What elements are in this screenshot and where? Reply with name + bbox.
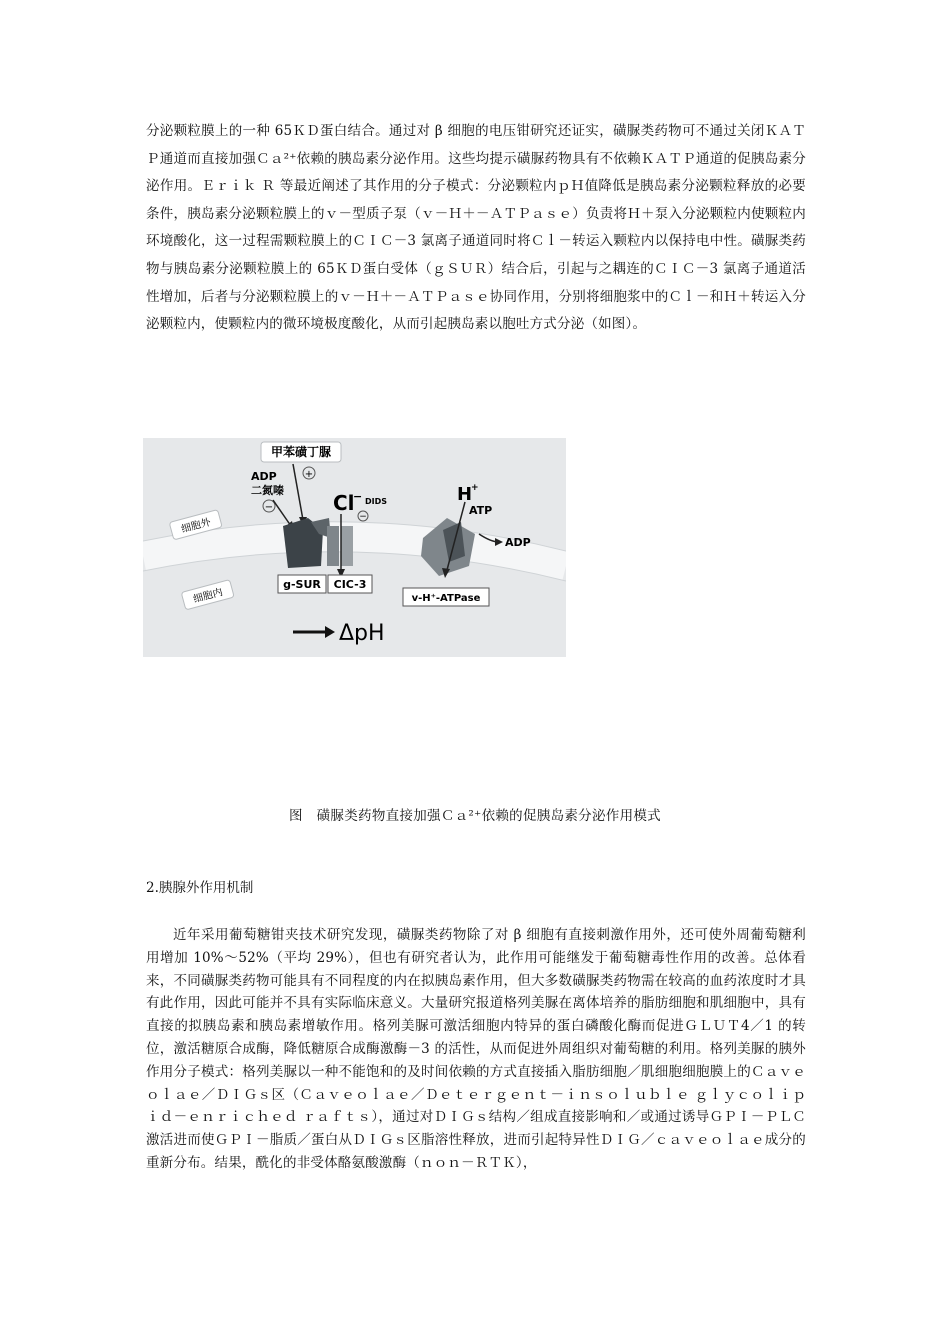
dids-label: DIDS: [365, 497, 388, 506]
plus-sign: +: [304, 469, 314, 480]
body-paragraph-2: 近年采用葡萄糖钳夹技术研究发现，磺脲类药物除了对 β 细胞有直接刺激作用外，还可使外周葡萄糖利用增加 10%～52%（平均 29%），但也有研究者认为，此作用可能继发于葡萄糖毒性作用的改善。总体看来，不同磺脲类药物可能具有不同程度的内在拟胰岛素作用，但大多数磺脲类药物需在较高的血药浓度时才具有此作用，因此可能并不具有实际临床意义。大量研究报道格列美脲在离体培养的脂肪细胞和肌细胞中，具有直接的拟胰岛素和胰岛素增敏作用。格列美脲可激活细胞内特异的蛋白磷酸化酶而促进ＧＬＵＴ4／1 的转位，激活糖原合成酶，降低糖原合成酶激酶－3 的活性，从而促进外周组织对葡萄糖的利用。格列美脲的胰外作用分子模式：格列美脲以一种不能饱和的及时间依赖的方式直接插入脂肪细胞／肌细胞细胞膜上的Ｃａｖｅｏｌａｅ／ＤＩＧｓ区（Ｃａｖｅｏｌａｅ／Ｄｅｔｅｒｇｅｎｔ－ｉｎｓｏｌｕｂｌｅ ｇｌｙｃｏｌｉｐｉｄ－ｅｎｒｉｃｈｅｄ ｒａｆｔｓ），通过对ＤＩＧｓ结构／组成直接影响和／或通过诱导ＧＰＩ－ＰＬＣ激活进而使ＧＰＩ－脂质／蛋白从ＤＩＧｓ区脂溶性释放，进而引起特异性ＤＩＧ／ｃａｖｅｏｌａｅ成分的重新分布。结果，酰化的非受体酪氨酸激酶（ｎｏｎ－ＲＴＫ），: [146, 927, 806, 1171]
adp-out-label: ADP: [505, 536, 531, 549]
cl-label: Cl: [333, 491, 355, 515]
delta-ph-label: ΔpH: [339, 621, 385, 646]
outside-label: 细胞外: [180, 517, 213, 536]
mechanism-diagram: [143, 438, 566, 657]
h-label: H: [457, 484, 473, 505]
cic3-channel-right: [341, 526, 353, 566]
section-heading: 2.胰腺外作用机制: [146, 880, 254, 896]
cic3-label: CIC-3: [333, 578, 367, 591]
figure-caption: 图 磺脲类药物直接加强Ｃａ²⁺依赖的促胰岛素分泌作用模式: [289, 808, 661, 824]
adp-label: ADP: [251, 470, 277, 483]
vatpase-label: v-H⁺-ATPase: [411, 593, 481, 604]
atp-label: ATP: [469, 504, 493, 517]
dids-minus-sign: −: [359, 512, 367, 522]
drug-label: 甲苯磺丁脲: [270, 445, 332, 459]
h-sup: +: [471, 483, 479, 493]
membrane-band: [143, 537, 566, 566]
inside-label: 细胞内: [192, 587, 225, 606]
drug-arrow: [293, 464, 303, 520]
diazoxide-label: 二氮嗪: [251, 484, 284, 497]
adp-arrow: [273, 500, 291, 526]
cl-sup: −: [353, 490, 363, 503]
body-paragraph-1: 分泌颗粒膜上的一种 65ＫＤ蛋白结合。通过对 β 细胞的电压钳研究还证实，磺脲类药物可不通过关闭ＫＡＴＰ通道而直接加强Ｃａ²⁺依赖的胰岛素分泌作用。这些均提示磺脲药物具有不依赖ＫＡＴＰ通道的促胰岛素分泌作用。Ｅｒｉｋ Ｒ 等最近阐述了其作用的分子模式：分泌颗粒内ｐＨ值降低是胰岛素分泌颗粒释放的必要条件，胰岛素分泌颗粒膜上的ｖ－型质子泵（ｖ－Ｈ＋－ＡＴＰａｓｅ）负责将Ｈ＋泵入分泌颗粒内使颗粒内环境酸化，这一过程需颗粒膜上的ＣＩＣ－3 氯离子通道同时将Ｃｌ－转运入颗粒内以保持电中性。磺脲类药物与胰岛素分泌颗粒膜上的 65ＫＤ蛋白受体（ｇＳＵＲ）结合后，引起与之耦连的ＣＩＣ－3 氯离子通道活性增加，后者与分泌颗粒膜上的ｖ－Ｈ＋－ＡＴＰａｓｅ协同作用，分别将细胞浆中的Ｃｌ－和Ｈ＋转运入分泌颗粒内，使颗粒内的微环境极度酸化，从而引起胰岛素以胞吐方式分泌（如图）。: [146, 123, 806, 333]
minus-sign: −: [264, 502, 274, 513]
mechanism-figure: [143, 438, 566, 657]
gsur-label: g-SUR: [283, 578, 321, 591]
delta-ph-arrow-head-icon: [325, 626, 335, 638]
cic3-channel-left: [327, 526, 339, 566]
